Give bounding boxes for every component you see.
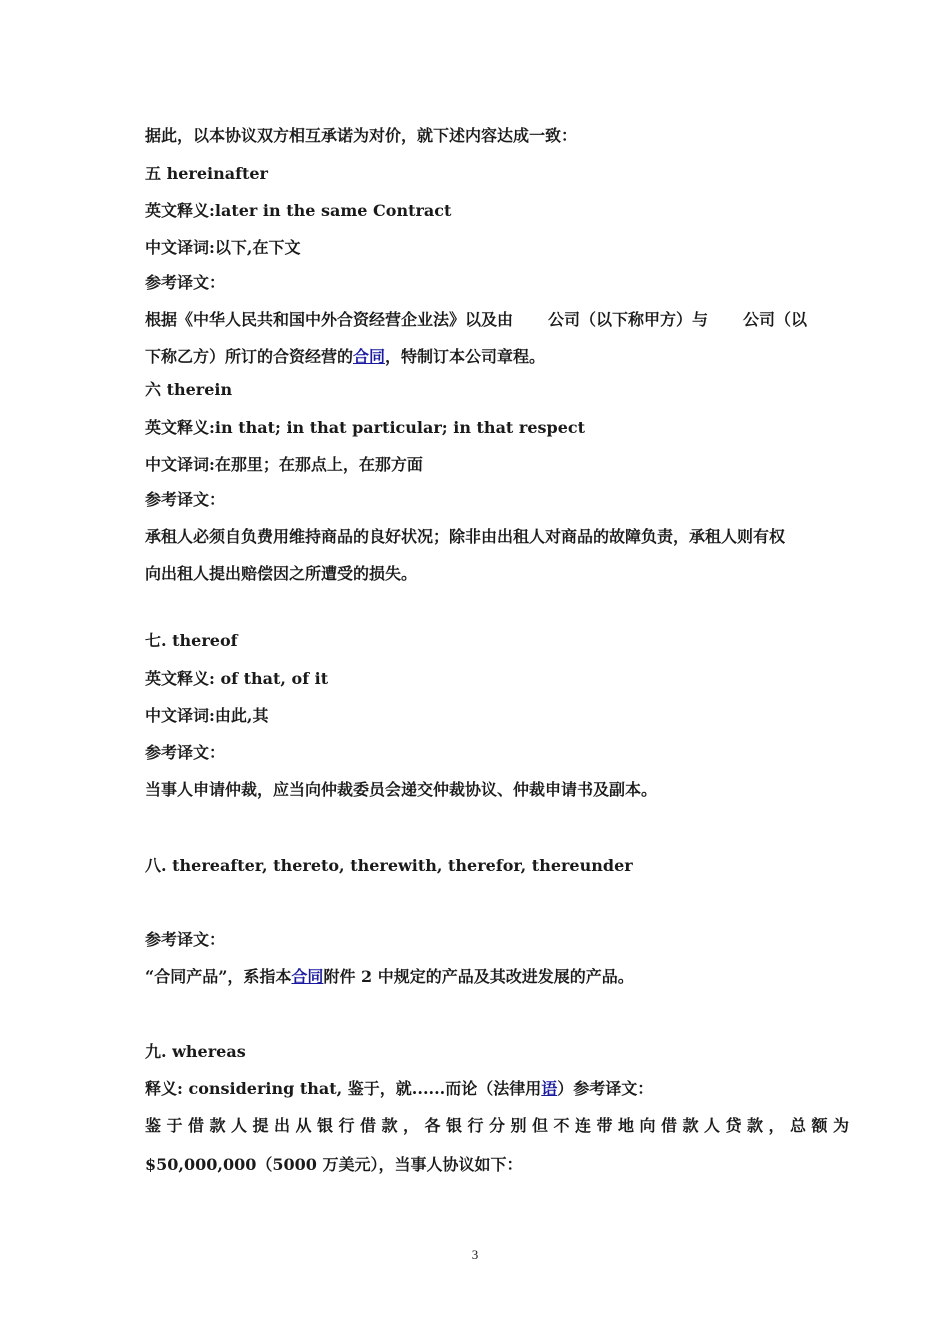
section-5-reference-label: 参考译文： [145,273,226,292]
section-5-example-part-b: 公司（以下称甲方）与 [547,310,708,329]
section-5-example-line-1 [145,310,807,330]
section-5-example-line-2-a: 下称乙方）所订的合资经营的 [145,347,354,366]
section-5-example-part-c: 公司（以 [742,310,807,329]
section-9-definition-b: ）参考译文： [557,1079,654,1098]
section-7-chinese-translation: 中文译词:由此,其 [145,706,269,725]
section-5-heading: 五 hereinafter [145,164,268,183]
section-6-example-line-2: 向出租人提出赔偿因之所遭受的损失。 [145,564,418,583]
section-6-heading: 六 therein [145,380,233,399]
section-7-heading: 七. thereof [145,631,238,650]
section-9-example-line-1: 鉴于借款人提出从银行借款，各银行分别但不连带地向借款人贷款，总额为 [145,1116,855,1135]
term-link[interactable]: 语 [541,1079,558,1098]
section-5-english-definition: 英文释义:later in the same Contract [145,201,452,220]
section-5-example-line-2-b: ，特制订本公司章程。 [385,347,546,366]
section-6-example-line-1 [145,527,807,547]
section-9-definition [145,1079,653,1099]
section-7-english-definition: 英文释义: of that, of it [145,669,329,688]
contract-link[interactable]: 合同 [353,347,386,366]
section-8-example-line-1 [145,967,634,987]
section-7-example-line-1: 当事人申请仲裁，应当向仲裁委员会递交仲裁协议、仲裁申请书及副本。 [145,780,658,799]
section-5-example-part-a: 根据《中华人民共和国中外合资经营企业法》以及由 [145,310,514,329]
section-6-reference-label: 参考译文： [145,490,226,509]
section-8-example-a: “合同产品”，系指本 [145,967,292,986]
section-9-definition-a: 释义: considering that, 鉴于，就......而论（法律用 [145,1079,542,1098]
page-number: 3 [471,1247,479,1262]
section-7-reference-label: 参考译文： [145,743,226,762]
section-8-reference-label: 参考译文： [145,930,226,949]
section-6-chinese-translation: 中文译词:在那里；在那点上，在那方面 [145,455,423,474]
section-6-example-text-1: 承租人必须自负费用维持商品的良好状况；除非由出租人对商品的故障负责，承租人则有权 [145,527,786,546]
section-8-heading: 八. thereafter, thereto, therewith, therefor, thereunder [145,856,633,875]
section-9-example-line-2: $50,000,000（5000 万美元），当事人协议如下： [145,1155,523,1174]
section-8-example-b: 附件 2 中规定的产品及其改进发展的产品。 [323,967,634,986]
intro-line: 据此，以本协议双方相互承诺为对价，就下述内容达成一致： [145,126,578,145]
section-6-english-definition: 英文释义:in that; in that particular; in that respect [145,418,586,437]
section-5-example-line-2 [145,347,545,367]
contract-link-2[interactable]: 合同 [291,967,324,986]
section-9-heading: 九. whereas [145,1042,246,1061]
section-5-chinese-translation: 中文译词:以下,在下文 [145,238,301,257]
